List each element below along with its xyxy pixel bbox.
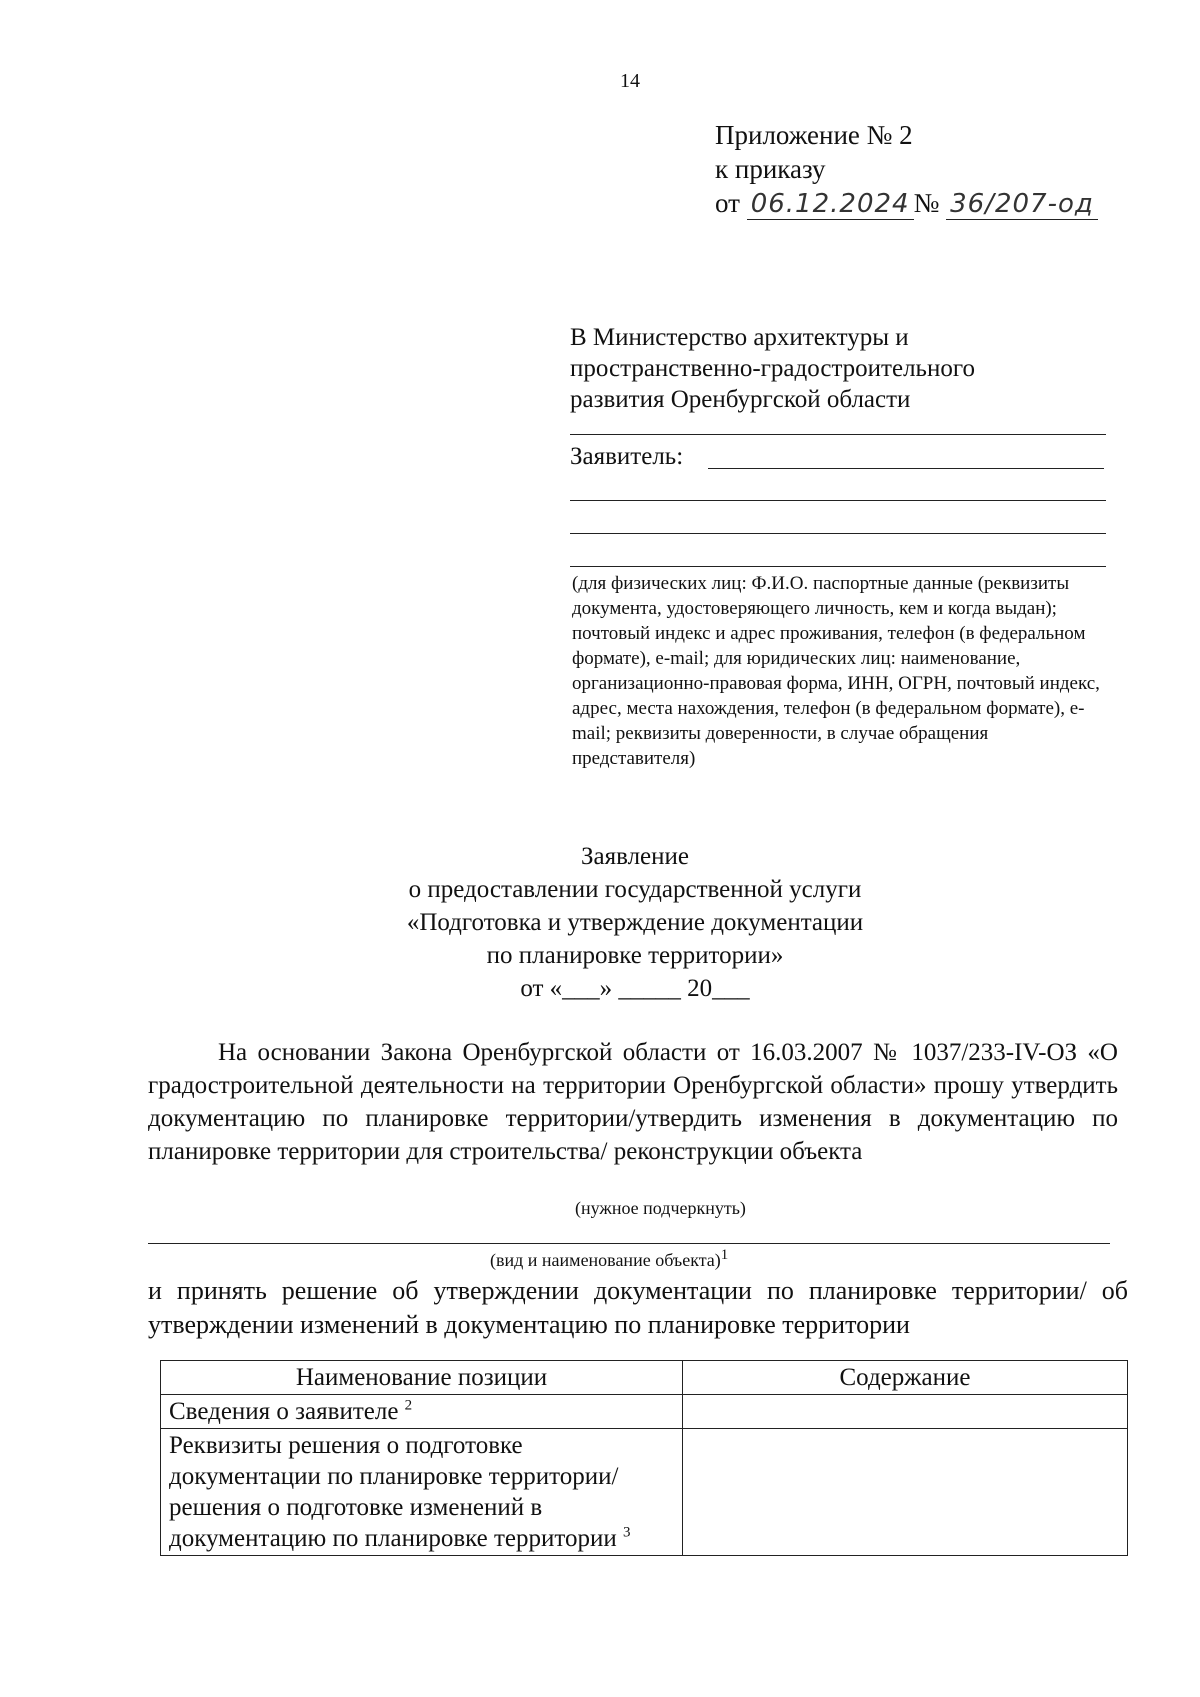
footnote-2: 2 — [404, 1397, 413, 1414]
object-note — [490, 1247, 729, 1271]
table-row — [161, 1395, 1128, 1429]
row-label — [161, 1395, 683, 1429]
row-label-text: Реквизиты решения о подготовке документации по планировке территории/ решения о подготовке изменений в документацию по планировке территории — [169, 1432, 624, 1552]
body-paragraph — [148, 1036, 1118, 1168]
applicant-input-line[interactable] — [708, 468, 1104, 469]
appendix-order-ref: к приказу — [715, 154, 826, 184]
table-header-row — [161, 1361, 1128, 1395]
row-value-cell[interactable] — [683, 1395, 1128, 1429]
title-line-1: Заявление — [580, 843, 690, 870]
handwritten-number: 36/207-од — [946, 189, 1098, 220]
appendix-block — [715, 118, 1098, 221]
applicant-label: Заявитель: — [570, 443, 684, 470]
title-line-3: «Подготовка и утверждение документации — [406, 909, 864, 936]
applicant-hint: (для физических лиц: Ф.И.О. паспортные данные (реквизиты документа, удостоверяющего личность, кем и когда выдан); почтовый индекс и адрес проживания, телефон (в федеральном формате), e-mail; для юридических лиц: наименование, организационно-правовая форма, ИНН, ОГРН, почтовый индекс, адрес, места нахождения, телефон (в федеральном формате), e-mail; реквизиты доверенности, в случае обращения представителя) — [572, 573, 1100, 769]
request-paragraph: На основании Закона Оренбургской области от 16.03.2007 № 1037/233-IV-ОЗ «О градостроительной деятельности на территории Оренбургской области» прошу утвердить документацию по планировке территории/утвердить изменения в документацию по планировке территории для строительства/ реконструкции объекта — [148, 1039, 1118, 1165]
row-value-cell[interactable] — [683, 1429, 1128, 1556]
conclusion-paragraph: и принять решение об утверждении документации по планировке территории/ об утверждении изменений в документацию по планировке территории — [148, 1276, 1128, 1339]
addressee-block — [570, 322, 1110, 415]
applicant-input-line[interactable] — [570, 500, 1106, 501]
object-note-text: (вид и наименование объекта) — [490, 1250, 721, 1270]
title-date-line: от «___» _____ 20___ — [520, 975, 750, 1002]
table-row — [161, 1429, 1128, 1556]
page-number: 14 — [620, 70, 640, 92]
title-line-4: по планировке территории» — [486, 942, 784, 969]
application-table — [160, 1360, 1128, 1556]
handwritten-date: 06.12.2024 — [747, 189, 914, 220]
applicant-input-line[interactable] — [570, 566, 1106, 567]
object-input-line[interactable] — [148, 1243, 1110, 1244]
document-title — [300, 840, 970, 1005]
row-label-text: Сведения о заявителе — [169, 1398, 405, 1425]
header-position-name: Наименование позиции — [161, 1361, 683, 1395]
header-content: Содержание — [683, 1361, 1128, 1395]
date-prefix: от — [715, 188, 740, 218]
addressee-line-3: развития Оренбургской области — [570, 386, 911, 413]
addressee-line-1: В Министерство архитектуры и — [570, 324, 909, 351]
title-line-2: о предоставлении государственной услуги — [408, 876, 862, 903]
addressee-line-2: пространственно-градостроительного — [570, 355, 975, 382]
footnote-3: 3 — [623, 1524, 631, 1541]
applicant-input-line[interactable] — [570, 533, 1106, 534]
underline-note: (нужное подчеркнуть) — [575, 1198, 746, 1218]
footnote-1: 1 — [720, 1247, 729, 1263]
appendix-date-line — [715, 186, 1098, 221]
blank-line — [570, 434, 1106, 435]
appendix-title: Приложение № 2 — [715, 120, 913, 150]
row-label — [161, 1429, 683, 1556]
number-prefix: № — [913, 188, 940, 218]
